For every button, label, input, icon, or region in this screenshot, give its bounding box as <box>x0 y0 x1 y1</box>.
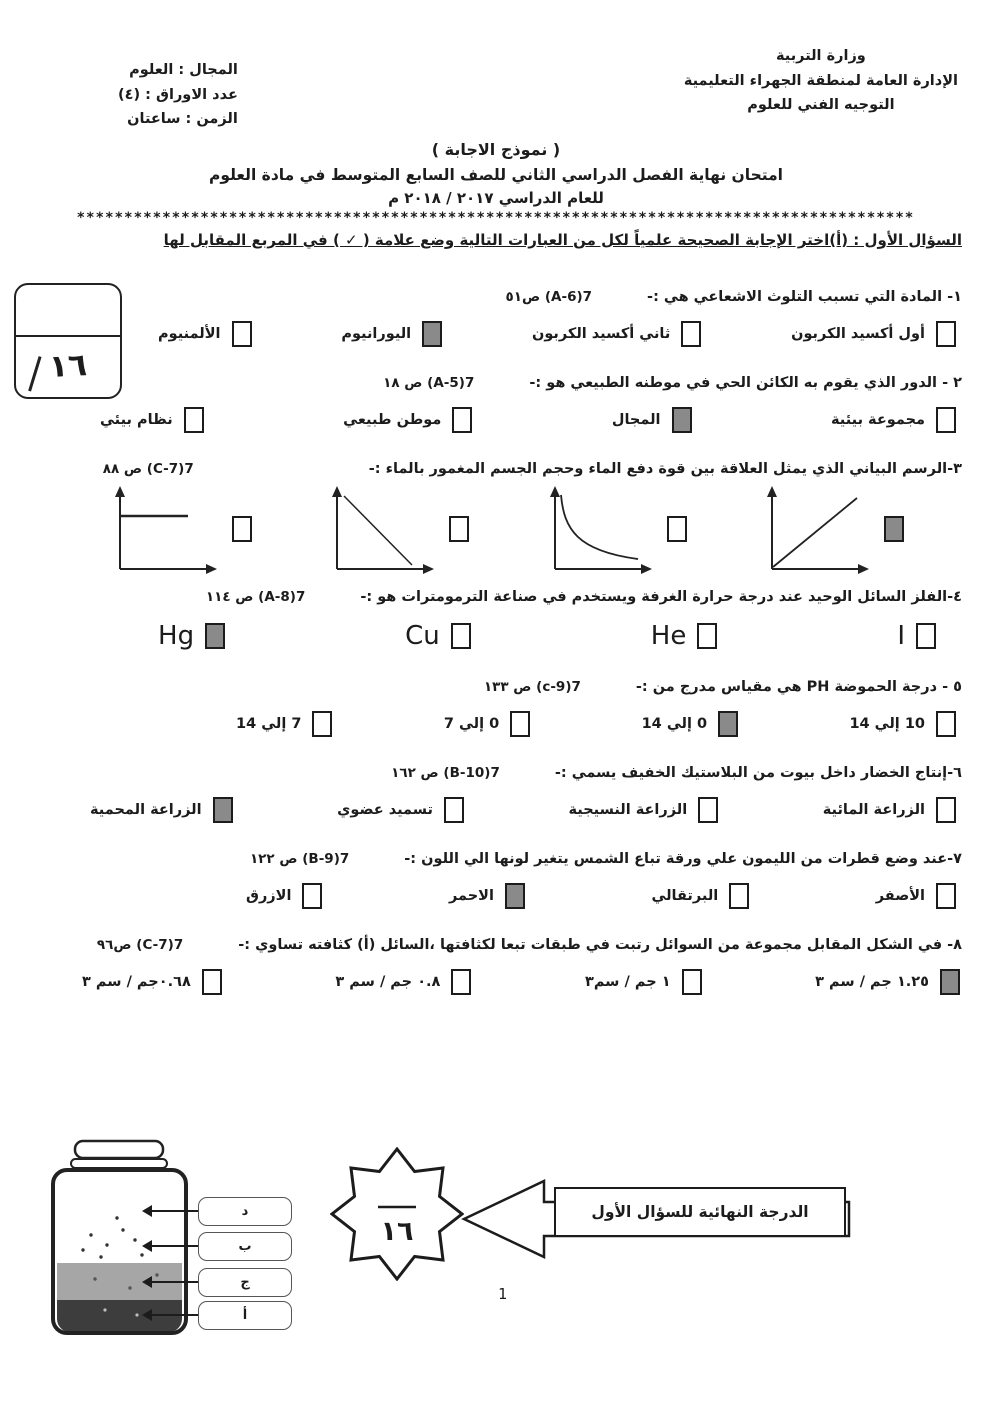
answer-checkbox[interactable] <box>884 516 904 542</box>
option-label: ٠.٦٨جم / سم ٣ <box>82 973 191 990</box>
option-label: He <box>650 620 687 651</box>
layer-letter: ب <box>238 1239 252 1254</box>
option-label: Hg <box>158 620 195 651</box>
answer-checkbox[interactable] <box>451 969 471 995</box>
question-4-ref: 7(A-8) ص ١١٤ <box>205 588 306 605</box>
graph-decreasing-line <box>323 483 438 575</box>
option-label: موطن طبيعي <box>343 411 442 428</box>
question-5 <box>18 679 962 737</box>
answer-checkbox[interactable] <box>213 797 233 823</box>
question-8-options <box>18 969 962 995</box>
option-label: ١.٢٥ جم / سم ٣ <box>815 973 929 990</box>
option <box>246 883 322 909</box>
ministry-name: وزارة التربية <box>776 48 866 64</box>
academic-year: للعام الدراسي ٢٠١٧ / ٢٠١٨ م <box>388 188 604 207</box>
answer-checkbox[interactable] <box>510 711 530 737</box>
question-7-ref: 7(B-9) ص ١٢٢ <box>249 850 350 867</box>
option-label: الزراعة النسيجية <box>568 801 688 818</box>
time-label: الزمن : ساعتان <box>127 111 238 128</box>
option-label: Cu <box>405 620 440 651</box>
grade-box <box>14 283 122 399</box>
exam-title-block <box>0 140 992 207</box>
question-6-options <box>18 797 962 823</box>
header-left-block <box>60 58 238 132</box>
option-label: الزراعة المحمية <box>90 801 202 818</box>
option-label: 0 إلي 14 <box>641 715 708 732</box>
layer-letter: د <box>241 1204 249 1219</box>
option <box>444 711 530 737</box>
option <box>158 321 252 347</box>
option <box>585 969 702 995</box>
question-5-options <box>18 711 962 737</box>
option <box>612 407 692 433</box>
option <box>791 321 956 347</box>
question-1-text: ١- المادة التي تسبب التلوث الاشعاعي هي :- <box>647 288 962 305</box>
option-label: ٠.٨ جم / سم ٣ <box>335 973 441 990</box>
grade-box-score-cell <box>15 334 122 397</box>
question-7-options <box>18 883 962 909</box>
question-7-text: ٧-عند وضع قطرات من الليمون علي ورقة تباع الشمس يتغير لونها الي اللون :- <box>404 850 962 867</box>
density-figure <box>0 1135 992 1365</box>
field-label: المجال : العلوم <box>129 62 238 78</box>
question-6-text: ٦-إنتاج الخضار داخل بيوت من البلاستيك الخفيف يسمي :- <box>554 764 962 781</box>
question-1-options <box>18 321 962 347</box>
question-6-ref: 7(B-10) ص ١٦٢ <box>391 764 500 781</box>
option <box>642 711 738 737</box>
question-5-ref: 7(c-9) ص ١٣٣ <box>483 678 581 695</box>
answer-checkbox[interactable] <box>505 883 525 909</box>
question-1-ref: 7(A-6) ص٥١ <box>505 288 593 305</box>
option-label: اليورانيوم <box>341 325 412 342</box>
answer-checkbox[interactable] <box>667 516 687 542</box>
option <box>341 321 442 347</box>
questions-section <box>0 249 992 995</box>
question-3-options <box>18 483 962 575</box>
question-2-text: ٢ - الدور الذي يقوم به الكائن الحي في موطنه الطبيعي هو :- <box>529 374 962 391</box>
option <box>158 621 225 651</box>
answer-checkbox[interactable] <box>184 407 204 433</box>
answer-checkbox[interactable] <box>205 623 225 649</box>
option-label: الأصفر <box>875 887 925 904</box>
layer-label-2 <box>198 1232 292 1261</box>
grade-score: ١٦ <box>48 347 88 385</box>
option-label: الزراعة المائية <box>822 801 925 818</box>
header-right-block <box>684 44 958 132</box>
question-8-text: ٨- في الشكل المقابل مجموعة من السوائل رتبت في طبقات تبعا لكثافتها ،السائل (أ) كثافته تساوي :- <box>238 936 962 953</box>
administration-name: الإدارة العامة لمنطقة الجهراء التعليمية <box>683 72 958 89</box>
option <box>449 883 525 909</box>
layer-label-3 <box>198 1268 292 1297</box>
answer-checkbox[interactable] <box>698 797 718 823</box>
option-label: الاحمر <box>448 887 494 904</box>
option <box>849 711 956 737</box>
question-8 <box>18 937 962 995</box>
page-header <box>0 0 992 132</box>
option-label: المجال <box>611 411 661 428</box>
answer-checkbox[interactable] <box>681 321 701 347</box>
answer-checkbox[interactable] <box>202 969 222 995</box>
option <box>337 797 464 823</box>
option-label: 7 إلي 14 <box>236 715 302 732</box>
option-label: 10 إلي 14 <box>849 715 925 732</box>
answer-checkbox[interactable] <box>452 407 472 433</box>
question-one-instruction: السؤال الأول : (أ)اختر الإجابة الصحيحة علمياً لكل من العبارات التالية وضع علامة ( ✓ ) في المربع المقابل لها <box>163 230 962 249</box>
option-label: الازرق <box>246 887 292 904</box>
answer-checkbox[interactable] <box>312 711 332 737</box>
answer-checkbox[interactable] <box>936 711 956 737</box>
graph-increasing-line <box>758 483 873 575</box>
option <box>90 797 233 823</box>
layer-letter: أ <box>242 1308 248 1323</box>
layer-pointer-arrow <box>146 1210 198 1212</box>
question-2 <box>18 375 962 433</box>
question-3 <box>18 461 962 575</box>
answer-checkbox[interactable] <box>302 883 322 909</box>
pen-stroke <box>28 356 41 391</box>
answer-checkbox[interactable] <box>718 711 738 737</box>
option-label: تسميد عضوي <box>337 801 433 818</box>
question-4-options <box>18 621 962 651</box>
option <box>569 797 719 823</box>
option <box>831 407 956 433</box>
option <box>876 883 956 909</box>
grade-box-empty-cell <box>16 285 120 337</box>
layer-label-1 <box>198 1197 292 1226</box>
layer-pointer-arrow <box>146 1281 198 1283</box>
option <box>651 883 749 909</box>
final-grade-banner <box>458 1175 856 1263</box>
liquids-jar-figure <box>45 1139 195 1339</box>
graph-horizontal-line <box>106 483 221 575</box>
option <box>82 969 222 995</box>
papers-count-label: عدد الاوراق : (٤) <box>118 86 238 103</box>
option <box>343 407 472 433</box>
answer-checkbox[interactable] <box>936 407 956 433</box>
option-label: نظام بيئي <box>100 411 173 428</box>
question-8-ref: 7(C-7) ص٩٦ <box>96 936 184 953</box>
option-label: ١ جم / سم٣ <box>584 973 671 990</box>
exam-title: امتحان نهاية الفصل الدراسي الثاني للصف السابع المتوسط في مادة العلوم <box>209 165 783 184</box>
option <box>541 483 687 575</box>
answer-checkbox[interactable] <box>936 797 956 823</box>
page-number: 1 <box>498 1285 508 1303</box>
option <box>100 407 204 433</box>
option <box>651 621 718 651</box>
total-grade-value: ١٦ <box>380 1216 414 1247</box>
question-5-text: ٥ - درجة الحموضة PH هي مقياس مدرج من :- <box>635 678 962 695</box>
answer-checkbox[interactable] <box>672 407 692 433</box>
layer-label-4 <box>198 1301 292 1330</box>
option <box>815 969 960 995</box>
option <box>236 711 332 737</box>
question-1 <box>18 289 962 347</box>
answer-checkbox[interactable] <box>936 883 956 909</box>
answer-checkbox[interactable] <box>422 321 442 347</box>
question-4-text: ٤-الفلز السائل الوحيد عند درجة حرارة الغرفة ويستخدم في صناعة الترمومترات هو :- <box>360 588 962 605</box>
answer-checkbox[interactable] <box>444 797 464 823</box>
option-label: البرتقالي <box>651 887 719 904</box>
question-6 <box>18 765 962 823</box>
question-3-text: ٣-الرسم البياني الذي يمثل العلاقة بين قوة دفع الماء وحجم الجسم المغمور بالماء :- <box>368 460 962 477</box>
option-label: أول أكسيد الكربون <box>791 325 925 342</box>
option <box>897 621 936 651</box>
answer-checkbox[interactable] <box>449 516 469 542</box>
layer-pointer-arrow <box>146 1314 198 1316</box>
option-label: مجموعة بيئية <box>831 411 925 428</box>
answer-checkbox[interactable] <box>232 516 252 542</box>
option-label: I <box>897 620 905 651</box>
answer-model-title: ( نموذج الاجابة ) <box>431 139 561 159</box>
option <box>106 483 252 575</box>
answer-checkbox[interactable] <box>232 321 252 347</box>
question-4 <box>18 589 962 651</box>
option-label: 0 إلي 7 <box>443 715 500 732</box>
answer-checkbox[interactable] <box>451 623 471 649</box>
answer-checkbox[interactable] <box>697 623 717 649</box>
layer-pointer-arrow <box>146 1245 198 1247</box>
answer-checkbox[interactable] <box>682 969 702 995</box>
answer-checkbox[interactable] <box>729 883 749 909</box>
option <box>823 797 956 823</box>
option <box>532 321 701 347</box>
option <box>758 483 904 575</box>
layer-letter: ج <box>240 1275 250 1290</box>
answer-checkbox[interactable] <box>936 321 956 347</box>
total-grade-star-badge <box>330 1147 464 1281</box>
guidance-name: التوجيه الفني للعلوم <box>747 97 895 114</box>
answer-checkbox[interactable] <box>916 623 936 649</box>
final-grade-banner-label: الدرجة النهائية للسؤال الأول <box>554 1187 846 1237</box>
question-2-ref: 7(A-5) ص ١٨ <box>383 374 475 391</box>
question-7 <box>18 851 962 909</box>
option <box>323 483 469 575</box>
option-label: ثاني أكسيد الكربون <box>531 325 671 342</box>
graph-decreasing-curve <box>541 483 656 575</box>
question-2-options <box>18 407 962 433</box>
option <box>335 969 471 995</box>
option <box>405 621 471 651</box>
question-3-ref: 7(C-7) ص ٨٨ <box>102 460 194 477</box>
answer-checkbox[interactable] <box>940 969 960 995</box>
separator-line: **************************************************************************************** <box>77 209 915 226</box>
option-label: الألمنيوم <box>158 325 221 342</box>
